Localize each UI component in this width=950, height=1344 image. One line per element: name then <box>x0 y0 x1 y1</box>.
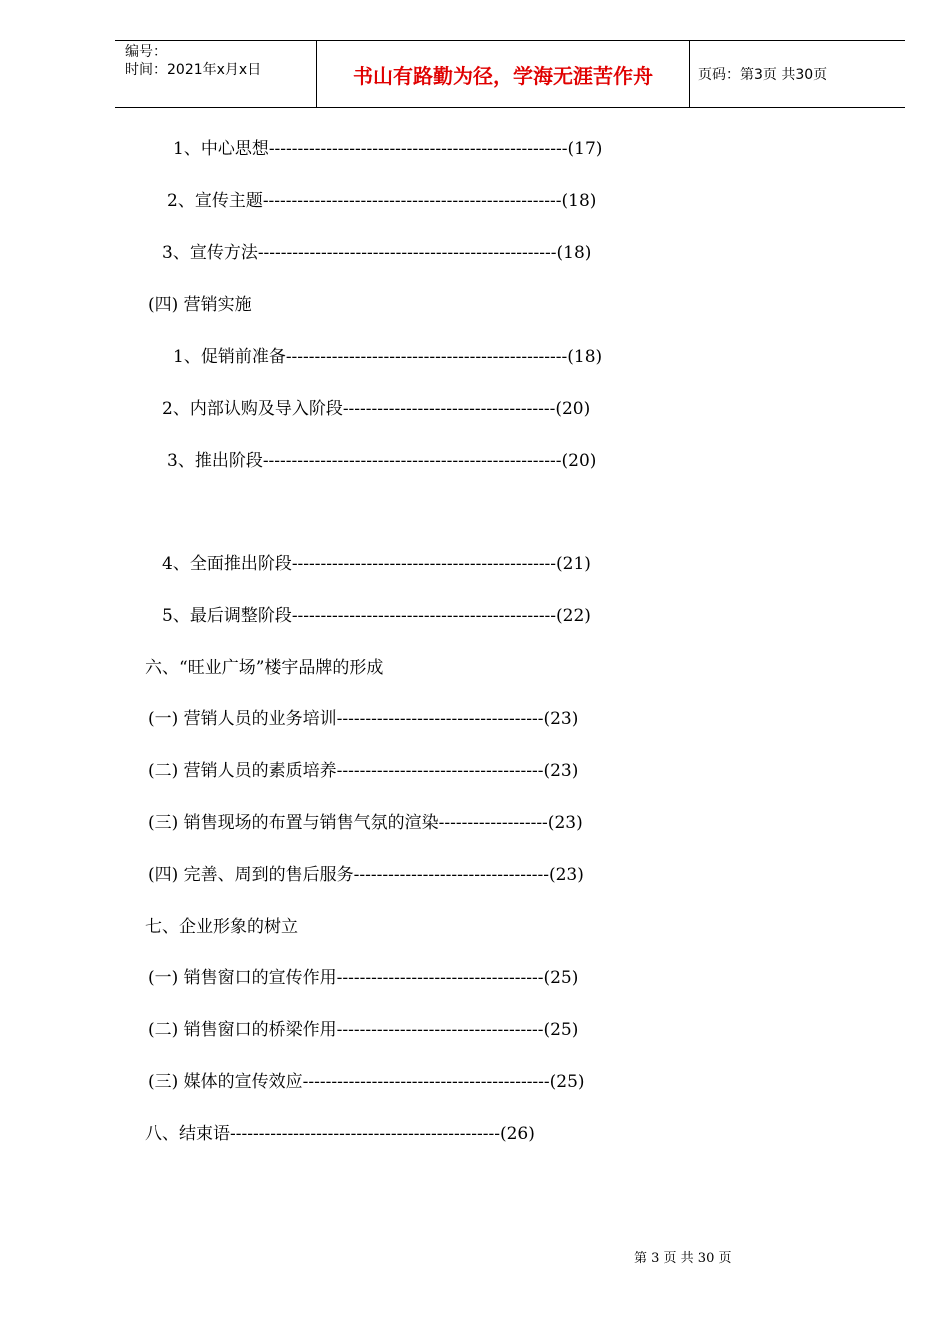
header-motto: 书山有路勤为径，学海无涯苦作舟 <box>317 41 690 107</box>
toc-entry[interactable]: 4、全面推出阶段----------------------------------------------(21) <box>162 554 591 574</box>
toc-section-heading: (四) 营销实施 <box>148 295 252 315</box>
header-time-label: 时间：2021年x月x日 <box>125 62 262 78</box>
page-footer: 第 3 页 共 30 页 <box>634 1251 732 1266</box>
toc-entry[interactable]: (一) 营销人员的业务培训------------------------------------(23) <box>148 709 579 729</box>
toc-entry[interactable]: (二) 销售窗口的桥梁作用------------------------------------(25) <box>148 1020 579 1040</box>
toc-entry[interactable]: (四) 完善、周到的售后服务----------------------------------(23) <box>148 865 584 885</box>
toc-entry[interactable]: 5、最后调整阶段----------------------------------------------(22) <box>162 606 591 626</box>
header-number-label: 编号： <box>125 44 167 60</box>
toc-entry[interactable]: 1、促销前准备-------------------------------------------------(18) <box>173 347 603 367</box>
toc-entry[interactable]: 3、推出阶段----------------------------------------------------(20) <box>167 451 597 471</box>
toc-entry[interactable]: 2、内部认购及导入阶段-------------------------------------(20) <box>162 399 591 419</box>
header-page-label: 页码：第3页 共30页 <box>698 67 828 83</box>
page-header <box>115 40 905 108</box>
toc-entry[interactable]: 2、宣传主题----------------------------------------------------(18) <box>167 191 597 211</box>
toc-chapter-heading: 七、企业形象的树立 <box>145 917 298 937</box>
toc-entry[interactable]: (三) 销售现场的布置与销售气氛的渲染-------------------(23) <box>148 813 583 833</box>
toc-entry[interactable]: (二) 营销人员的素质培养------------------------------------(23) <box>148 761 579 781</box>
toc-entry[interactable]: 八、结束语-----------------------------------------------(26) <box>145 1124 535 1144</box>
toc-entry[interactable]: 1、中心思想----------------------------------------------------(17) <box>173 139 603 159</box>
toc-chapter-heading: 六、“旺业广场”楼宇品牌的形成 <box>145 658 384 678</box>
toc-entry[interactable]: 3、宣传方法----------------------------------------------------(18) <box>162 243 592 263</box>
toc-entry[interactable]: (一) 销售窗口的宣传作用------------------------------------(25) <box>148 968 579 988</box>
header-meta-cell <box>115 41 317 107</box>
toc-entry[interactable]: (三) 媒体的宣传效应-------------------------------------------(25) <box>148 1072 585 1092</box>
